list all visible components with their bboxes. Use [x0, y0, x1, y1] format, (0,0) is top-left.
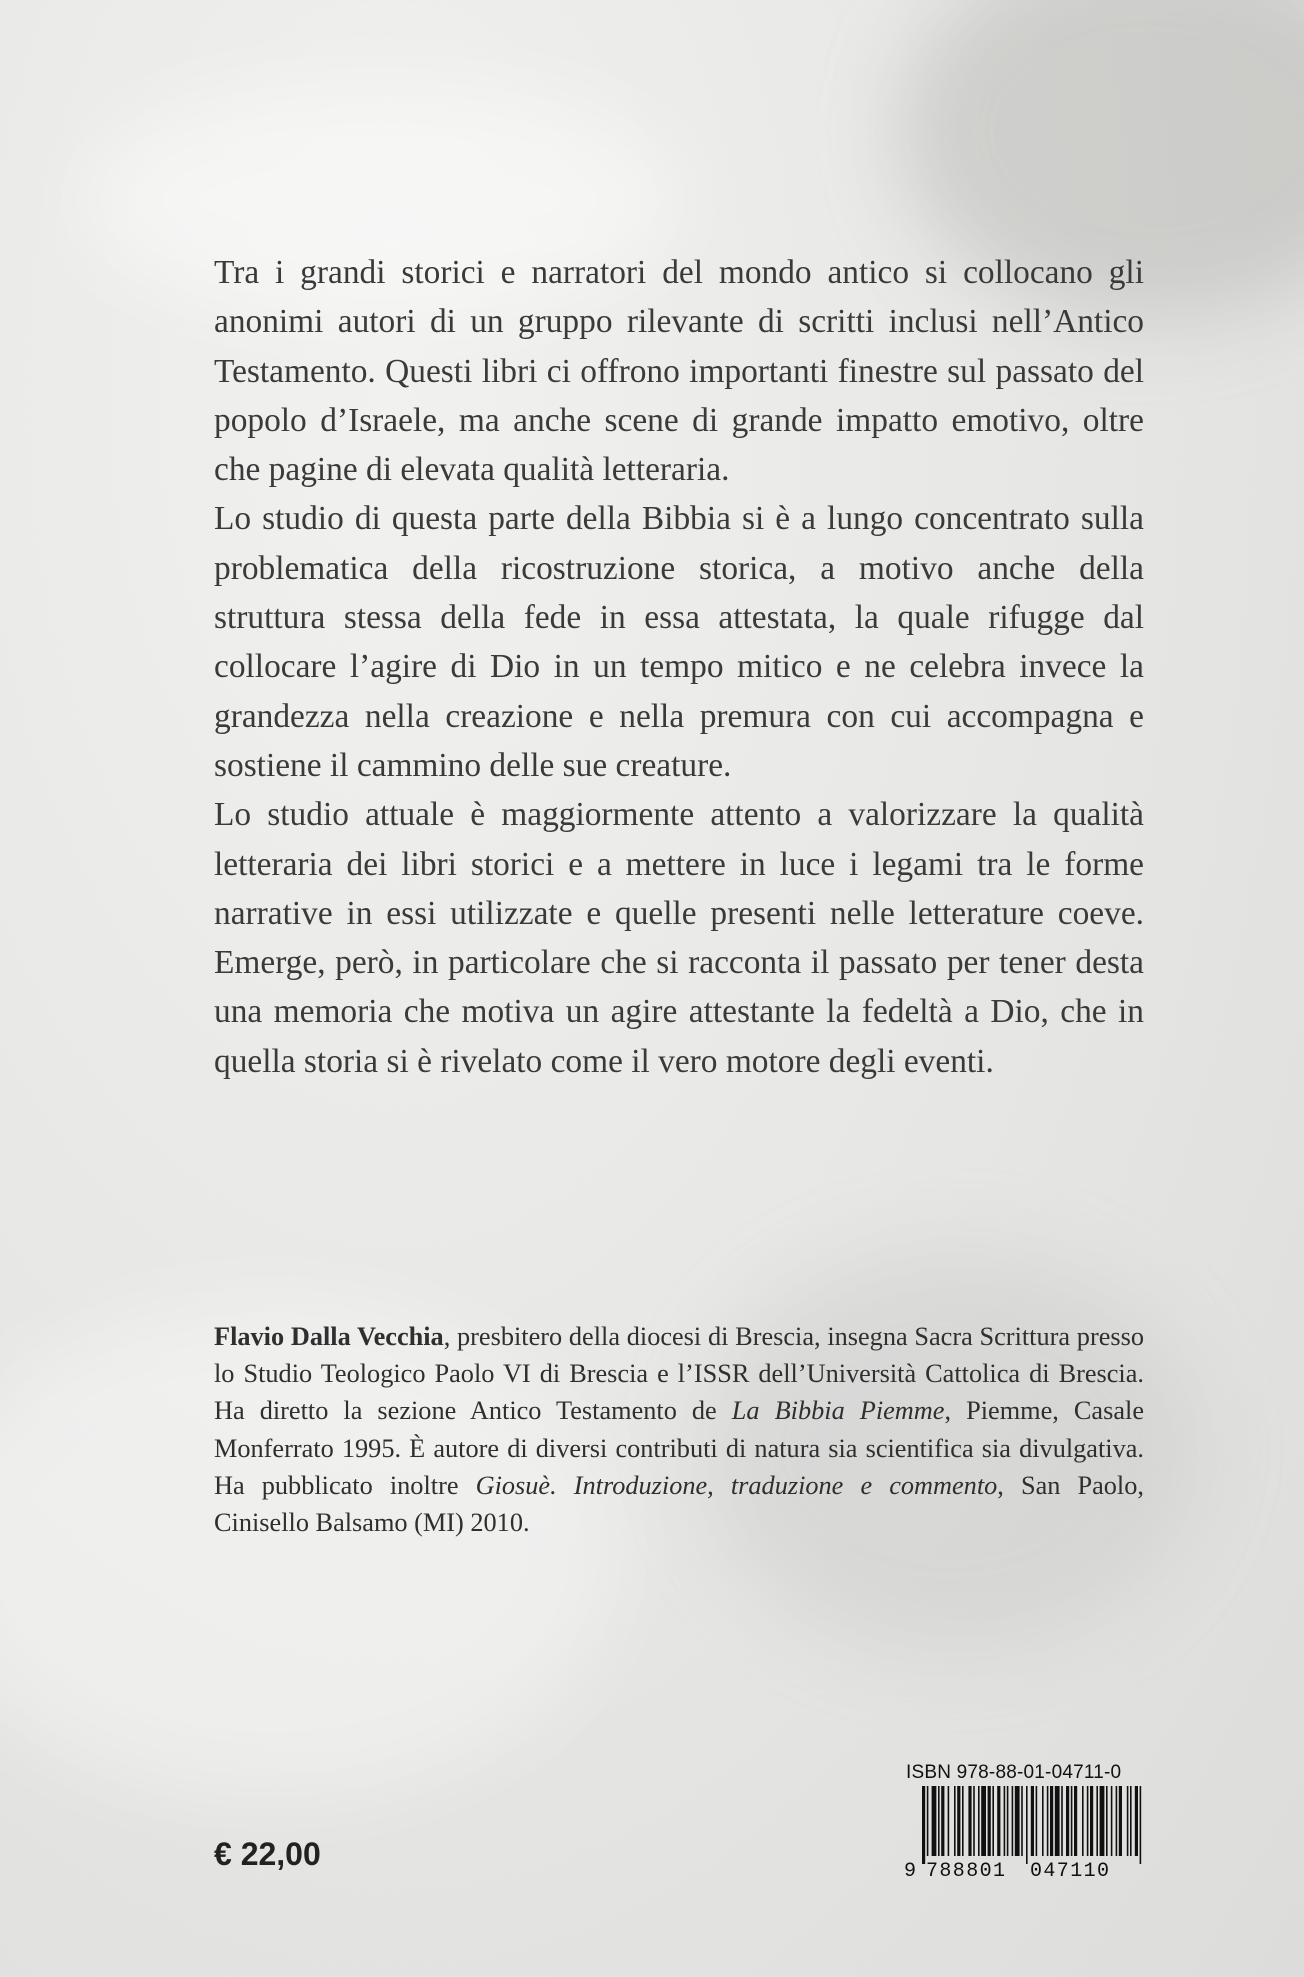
barcode-icon	[904, 1786, 1144, 1864]
barcode-bar	[1012, 1786, 1014, 1856]
barcode-bar	[1096, 1786, 1098, 1856]
barcode-bar	[948, 1786, 950, 1856]
barcode-bar	[1036, 1786, 1038, 1856]
barcode-bar	[1106, 1786, 1108, 1856]
barcode-bar	[1087, 1786, 1089, 1856]
barcode-bar	[1055, 1786, 1060, 1856]
barcode-bar	[1007, 1786, 1009, 1856]
barcode-bar	[1140, 1786, 1142, 1864]
isbn-number: ISBN 978-88-01-04711-0	[906, 1762, 1122, 1783]
barcode-bar	[988, 1786, 991, 1856]
barcode-bar	[922, 1786, 925, 1864]
author-name: Flavio Dalla Vecchia	[214, 1322, 444, 1351]
barcode-bar	[1047, 1786, 1049, 1856]
barcode-bar	[1061, 1786, 1063, 1856]
barcode-bar	[1074, 1786, 1077, 1856]
barcode-bar	[1130, 1786, 1132, 1856]
barcode-bar	[962, 1786, 964, 1856]
barcode-bar	[978, 1786, 980, 1856]
barcode-bar	[973, 1786, 975, 1856]
blurb-paragraph-2: Lo studio di questa parte della Bibbia si è a lungo concentrato sulla problematica della ricostruzione storica, a motivo anche della struttura stessa della fede in essa attestata, la quale rifugge dal collocare l’agire di Dio in un tempo mitico e ne celebra invece la grandezza nella creazione e nella premura con cui accompagna e sostiene il cammino delle sue creature.	[214, 500, 1144, 784]
barcode-bar	[1090, 1786, 1093, 1856]
blurb-paragraph-3: Lo studio attuale è maggiormente attento a valorizzare la qualità letteraria dei libri storici e a mettere in luce i legami tra le forme narrative in essi utilizzate e quelle presenti nelle letterature coeve. Emerge, però, in particolare che si racconta il passato per tener desta una memoria che motiva un agire attestante la fedeltà a Dio, che in quella storia si è rivelato come il vero motore degli eventi.	[214, 796, 1144, 1080]
barcode-bar	[1042, 1786, 1044, 1856]
barcode-bar	[1071, 1786, 1073, 1856]
barcode-bar	[1026, 1786, 1028, 1864]
author-biography	[214, 1318, 1144, 1541]
barcode-bar	[954, 1786, 956, 1856]
barcode-bar	[1116, 1786, 1118, 1856]
barcode-bar	[1135, 1786, 1138, 1856]
barcode-digit-group: 788801	[926, 1860, 1007, 1883]
barcode-bar	[927, 1786, 929, 1856]
barcode-digit-group: 047110	[1030, 1860, 1111, 1883]
author-bio-paragraph	[214, 1318, 1144, 1541]
barcode-bar	[1127, 1786, 1129, 1856]
bio-work-title: Giosuè. Introduzione, traduzione e commento	[475, 1470, 998, 1500]
back-cover-blurb	[214, 248, 1144, 1086]
barcode-bar	[1050, 1786, 1053, 1856]
barcode-bar	[941, 1786, 944, 1856]
barcode-bar	[938, 1786, 940, 1856]
barcode-bar	[968, 1786, 971, 1856]
bio-work-title: La Bibbia Piemme	[731, 1396, 945, 1426]
price-label: € 22,00	[214, 1836, 321, 1872]
barcode-bar	[932, 1786, 937, 1856]
barcode-bar	[1021, 1786, 1023, 1856]
barcode-bar	[1066, 1786, 1069, 1856]
isbn-barcode	[904, 1760, 1144, 1890]
barcode-bar	[1119, 1786, 1122, 1856]
barcode-lead-digit: 9	[904, 1860, 917, 1883]
barcode-bar	[1015, 1786, 1020, 1856]
bio-text: , presbitero della diocesi di Brescia, insegna Sacra Scrittura presso lo Studio Teologico Paolo VI di Brescia e l’ISSR dell’Università Cattolica di Brescia. Ha diretto la sezione Antico Testamento de	[214, 1322, 1144, 1426]
barcode-bar	[1082, 1786, 1084, 1856]
barcode-bar	[1100, 1786, 1105, 1856]
barcode-bar	[992, 1786, 994, 1856]
barcode-bar	[981, 1786, 986, 1856]
barcode-bar	[957, 1786, 960, 1856]
bio-text: , Piemme, Casale Monferrato 1995. È autore di diversi contributi di natura sia scientifica sia divulgativa. Ha pubblicato inoltre	[214, 1396, 1144, 1500]
barcode-bar	[1031, 1786, 1034, 1856]
barcode-bar	[997, 1786, 1000, 1856]
blurb-paragraph-1: Tra i grandi storici e narratori del mondo antico si collocano gli anonimi autori di un gruppo rilevante di scritti inclusi nell’Antico Testamento. Questi libri ci offrono importanti finestre sul passato del popolo d’Israele, ma anche scene di grande impatto emotivo, oltre che pagine di elevata qualità letteraria.	[214, 254, 1144, 489]
bio-text: , San Paolo, Cinisello Balsamo (MI) 2010.	[214, 1470, 1144, 1538]
barcode-bar	[1111, 1786, 1113, 1856]
barcode-bar	[1004, 1786, 1006, 1856]
